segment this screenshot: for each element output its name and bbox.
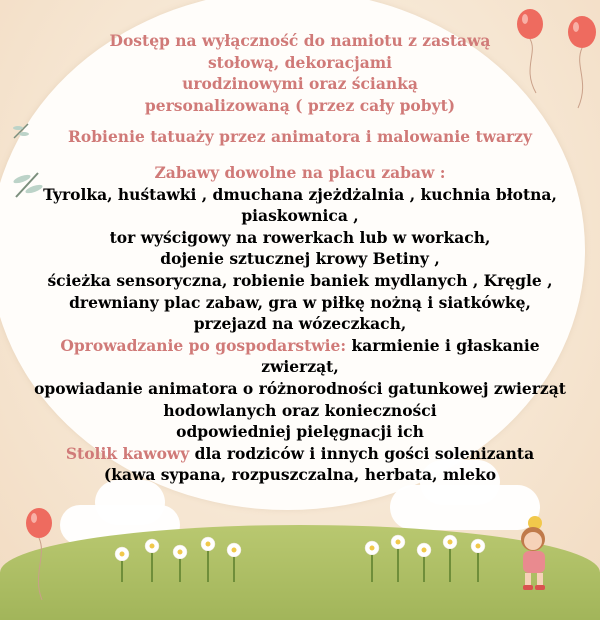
farm-line: opowiadanie animatora o różnorodności gatunkowej zwierząt bbox=[34, 378, 566, 398]
flower-icon bbox=[110, 532, 250, 582]
coffee-first-rest: dla rodziców i innych gości solenizanta bbox=[189, 443, 535, 463]
intro-line: personalizowaną ( przez cały pobyt) bbox=[144, 95, 456, 115]
playground-line: piaskownica , bbox=[241, 206, 359, 226]
cloud-icon bbox=[95, 480, 165, 525]
farm-label: Oprowadzanie po gospodarstwie: bbox=[60, 335, 347, 355]
coffee-first-line bbox=[20, 443, 580, 465]
farm-first-line bbox=[20, 335, 580, 378]
playground-heading: Zabawy dowolne na placu zabaw : bbox=[154, 162, 446, 182]
playground-line: ścieżka sensoryczna, robienie baniek mydlanych , Kręgle , bbox=[47, 270, 553, 290]
farm-line: hodowlanych oraz konieczności bbox=[163, 400, 437, 420]
balloon-icon bbox=[22, 505, 62, 600]
playground-line: przejazd na wózeczkach, bbox=[193, 314, 407, 334]
farm-first-rest: karmienie i głaskanie zwierząt, bbox=[261, 335, 540, 377]
coffee-label: Stolik kawowy bbox=[65, 443, 190, 463]
flower-icon bbox=[360, 532, 500, 582]
child-illustration bbox=[505, 515, 565, 595]
playground-line: Tyrolka, huśtawki , dmuchana zjeżdżalnia , kuchnia błotna, bbox=[43, 184, 557, 204]
tattoo-line: Robienie tatuaży przez animatora i malowanie twarzy bbox=[68, 127, 532, 147]
farm-line: odpowiedniej pielęgnacji ich bbox=[176, 422, 424, 442]
playground-line: tor wyścigowy na rowerkach lub w workach, bbox=[109, 227, 491, 247]
offer-text bbox=[20, 30, 580, 486]
intro-line: urodzinowymi oraz ścianką bbox=[182, 74, 418, 94]
intro-line: stołową, dekoracjami bbox=[207, 52, 393, 72]
intro-line: Dostęp na wyłączność do namiotu z zastawą bbox=[109, 31, 491, 50]
playground-line: drewniany plac zabaw, gra w piłkę nożną i siatkówkę, bbox=[69, 292, 531, 312]
playground-line: dojenie sztucznej krowy Betiny , bbox=[160, 249, 440, 269]
coffee-line: (kawa sypana, rozpuszczalna, herbata, mleko bbox=[103, 465, 497, 485]
